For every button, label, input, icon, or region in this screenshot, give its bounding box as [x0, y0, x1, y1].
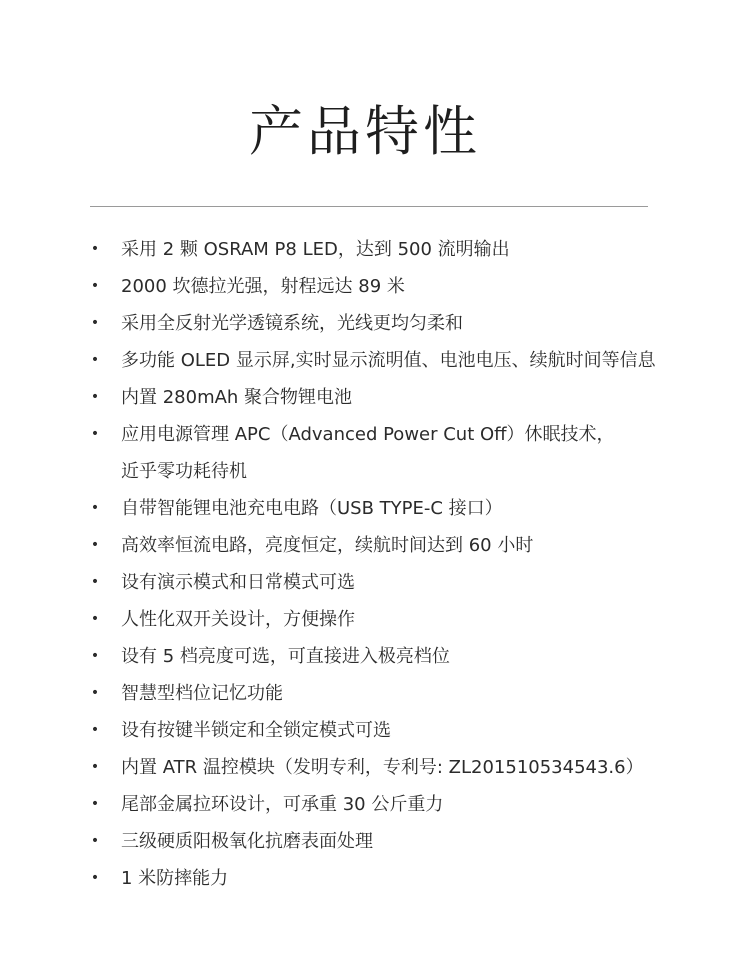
- feature-text: 高效率恒流电路，亮度恒定，续航时间达到 60 小时: [121, 535, 534, 556]
- feature-text: 自带智能锂电池充电电路（USB TYPE-C 接口）: [121, 498, 503, 519]
- bullet-icon: •: [90, 870, 100, 886]
- feature-item: [0, 786, 730, 823]
- feature-item: [0, 638, 730, 675]
- bullet-icon: •: [90, 611, 100, 627]
- feature-item: [0, 305, 730, 342]
- bullet-icon: •: [90, 315, 100, 331]
- bullet-icon: •: [90, 796, 100, 812]
- feature-item: [0, 749, 730, 786]
- bullet-icon: •: [90, 278, 100, 294]
- feature-text: 设有演示模式和日常模式可选: [121, 572, 355, 593]
- feature-text: 人性化双开关设计，方便操作: [121, 609, 355, 630]
- feature-text: 三级硬质阳极氧化抗磨表面处理: [121, 831, 373, 852]
- page-title: 产品特性: [249, 100, 481, 163]
- bullet-icon: •: [90, 537, 100, 553]
- bullet-icon: •: [90, 426, 100, 442]
- feature-item: [0, 527, 730, 564]
- feature-item: [0, 601, 730, 638]
- bullet-icon: •: [90, 389, 100, 405]
- feature-text: 设有 5 档亮度可选，可直接进入极亮档位: [121, 646, 450, 667]
- bullet-icon: •: [90, 833, 100, 849]
- feature-item: [0, 490, 730, 527]
- bullet-icon: •: [90, 352, 100, 368]
- feature-text: 采用全反射光学透镜系统，光线更均匀柔和: [121, 313, 463, 334]
- feature-text: 多功能 OLED 显示屏,实时显示流明值、电池电压、续航时间等信息: [121, 350, 656, 371]
- feature-item: [0, 823, 730, 860]
- bullet-icon: •: [90, 722, 100, 738]
- feature-item: [0, 860, 730, 897]
- bullet-icon: •: [90, 574, 100, 590]
- feature-item: [0, 342, 730, 379]
- bullet-icon: •: [90, 685, 100, 701]
- feature-text: 采用 2 颗 OSRAM P8 LED，达到 500 流明输出: [121, 239, 510, 260]
- feature-text: 2000 坎德拉光强，射程远达 89 米: [121, 276, 405, 297]
- feature-text: 应用电源管理 APC（Advanced Power Cut Off）休眠技术，: [121, 424, 615, 445]
- feature-text: 近乎零功耗待机: [121, 461, 247, 482]
- feature-item: [0, 675, 730, 712]
- feature-text: 尾部金属拉环设计，可承重 30 公斤重力: [121, 794, 444, 815]
- bullet-icon: •: [90, 648, 100, 664]
- feature-text: 内置 280mAh 聚合物锂电池: [121, 387, 353, 408]
- title-divider: [90, 206, 648, 207]
- feature-text: 设有按键半锁定和全锁定模式可选: [121, 720, 391, 741]
- feature-text: 内置 ATR 温控模块（发明专利，专利号: ZL201510534543.6）: [121, 757, 644, 778]
- feature-item: [0, 712, 730, 749]
- feature-item: [0, 416, 730, 490]
- feature-item: [0, 231, 730, 268]
- feature-item: [0, 564, 730, 601]
- bullet-icon: •: [90, 241, 100, 257]
- bullet-icon: •: [90, 759, 100, 775]
- feature-item: [0, 268, 730, 305]
- bullet-icon: •: [90, 500, 100, 516]
- feature-list: [0, 231, 730, 897]
- feature-text: 1 米防摔能力: [121, 868, 229, 889]
- feature-item: [0, 379, 730, 416]
- feature-text: 智慧型档位记忆功能: [121, 683, 283, 704]
